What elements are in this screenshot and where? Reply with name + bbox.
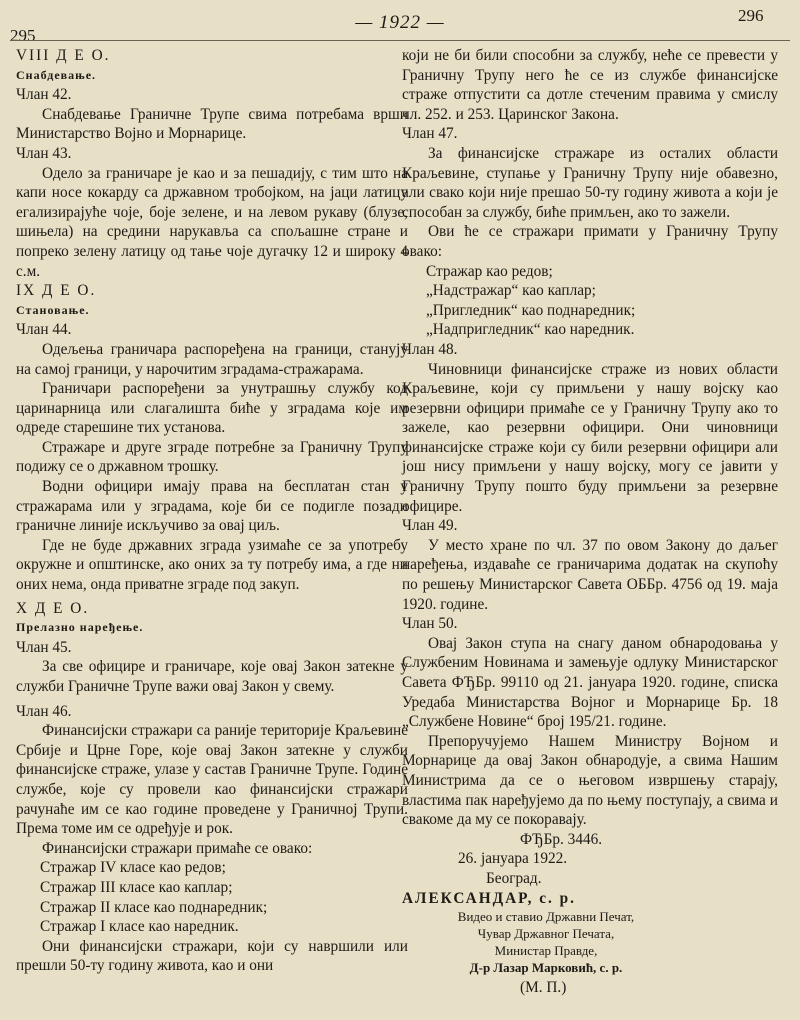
section-heading: IX Д Е О. (16, 282, 97, 300)
list-item: Стражар I класе као наредник. (40, 918, 239, 936)
section-subtitle: Прелазно наређење. (16, 620, 144, 635)
article-heading: Члан 42. (16, 86, 72, 104)
list-item: Стражар II класе као поднаредник; (40, 898, 268, 916)
article-text: Граничари распоређени за унутрашњу службу код царинарница или слагалишта биће у зградама које им одреде старешине тих установа. (16, 380, 408, 437)
seal-block (402, 908, 666, 976)
section-subtitle: Становање. (16, 302, 90, 317)
page-number-left: 295 (10, 26, 36, 45)
minister-signature: Д-р Лазар Марковић, с. р. (469, 960, 623, 976)
article-text: који не би били способни за службу, неће се превести у Граничну Трупу него ће се из службе финансијске страже отпустити са дотле стеченим правима у смислу чл. 252. и 253. Царинског Закона. (402, 47, 778, 123)
article-text: Снабдевање Граничне Трупе свима потребама врши Министарство Војно и Морнарице. (16, 105, 408, 143)
article-heading: Члан 46. (16, 702, 72, 720)
article-heading: Члан 47. (402, 125, 458, 143)
decree-place: Београд. (486, 869, 542, 887)
list-item: Стражар III класе као каплар; (40, 878, 233, 896)
article-heading: Члан 48. (402, 340, 458, 358)
left-column (16, 46, 408, 976)
article-text: Овај Закон ступа на снагу даном обнародовања у Службеним Новинама и замењује одлуку Министарског Савета ФЂБр. 99110 од 21. јануара 1920. године, списка Уредаба Министарства Војног и Морнарице Бр. 18 „Службене Новине“ број 195/21. године. (402, 634, 778, 731)
right-column (402, 46, 778, 998)
header-rule (10, 40, 790, 41)
seal-line: Министар Правде, (494, 943, 598, 959)
article-text: Стражаре и друге зграде потребне за Граничну Трупу подижу се о државном трошку. (16, 438, 408, 476)
decree-number: ФЂБр. 3446. (520, 830, 603, 848)
article-text: Одељења граничара распоређена на граници, станују на самој граници, у нарочитим зградама-стражарама. (16, 340, 408, 378)
article-heading: Члан 44. (16, 321, 72, 339)
article-text: Финансијски стражари примаће се овако: (42, 839, 313, 857)
article-heading: Члан 49. (402, 517, 458, 535)
list-item: „Надстражар“ као каплар; (426, 282, 596, 300)
list-item: Стражар као редов; (426, 262, 553, 280)
list-item: „Пригледник“ као поднаредник; (426, 301, 636, 319)
article-text: За финансијске стражаре из осталих области Краљевине, ступање у Граничну Трупу није обавезно, али свако који није прешао 50-ту годину живота а који је способан за службу, биће примљен, ако то зажели. (402, 144, 778, 221)
list-item: Стражар IV класе као редов; (40, 859, 226, 877)
closing-text: Препоручујемо Нашем Министру Војном и Морнарице да овај Закон обнародује, а свима Нашим Министрима да се о његовом извршењу старају, властима пак наређујемо да по њему поступају, а свима и свакоме да му се покоравају. (402, 732, 778, 829)
article-heading: Члан 43. (16, 144, 72, 162)
section-subtitle: Снабдевање. (16, 67, 97, 82)
section-heading: X Д Е О. (16, 599, 90, 617)
page-number-right: 296 (738, 6, 764, 25)
decree-date: 26. јануара 1922. (458, 850, 568, 868)
article-text: Они финансијски стражари, који су навршили или прешли 50-ту годину живота, као и они (16, 937, 408, 975)
royal-signature: АЛЕКСАНДАР, с. р. (402, 889, 577, 907)
article-text: Где не буде државних зграда узимаће се за употребу окружне и општинске, ако оних за ту потребу има, а где ни оних нема, онда приватне зграде под закуп. (16, 536, 408, 594)
section-heading: VIII Д Е О. (16, 47, 111, 64)
article-heading: Члан 50. (402, 615, 458, 633)
seal-line: Видео и ставио Државни Печат, (457, 909, 635, 925)
list-item: „Надпригледник“ као наредник. (426, 321, 635, 339)
article-text: За све официре и граничаре, које овај Закон затекне у служби Граничне Трупе важи овај Закон у свему. (16, 658, 408, 695)
article-text: У место хране по чл. 37 по овом Закону до даљег наређења, издаваће се граничарима додатак на скупоћу по решењу Министарског Савета ОББр. 4756 од 19. маја 1920. године. (402, 536, 778, 613)
article-text: Ови ће се стражари примати у Граничну Трупу овако: (402, 223, 778, 260)
article-text: Финансијски стражари са раније територије Краљевине Србије и Црне Горе, које овај Закон затекне у служби финансијске страже, улазе у састав Граничне Трупе. Године службе, које су провели као финансијски стражари рачунаће им се као године проведене у Граничној Трупи. Према томе им се одређује и рок. (16, 722, 408, 838)
article-heading: Члан 45. (16, 638, 72, 656)
article-text: Чиновници финансијске страже из нових области Краљевине, који су примљени у нашу војску као резервни официри примаће се у Граничну Трупу ако то зажеле, као резервни официри. Они чиновници финансијске страже који су били резервни официри али још нису примљени у нашу војску, могу се јавити у Граничну Трупу пошто буду примљени за резервне официре. (402, 360, 778, 515)
article-text: Одело за граничаре је као и за пешадију, с тим што на капи носе кокарду са државном тробојком, на јаци латицу егализирајуће чоје, боје зелене, и на левом рукаву (блузе, шињела) на средини нарукавља са спољашне стране и попреко зелену латицу од тање чоје дугачку 12 и широку 4 с.м. (16, 164, 408, 280)
rank-list (402, 262, 778, 340)
seal-line: Чувар Државног Печата, (477, 926, 615, 942)
seal-mark: (М. П.) (520, 979, 567, 997)
rank-list (16, 858, 408, 936)
running-year: — 1922 — (355, 12, 445, 33)
article-text: Водни официри имају права на бесплатан стан у стражарама или у зградама, које би се подигле позади граничне линије искључиво за овај циљ. (16, 478, 408, 535)
